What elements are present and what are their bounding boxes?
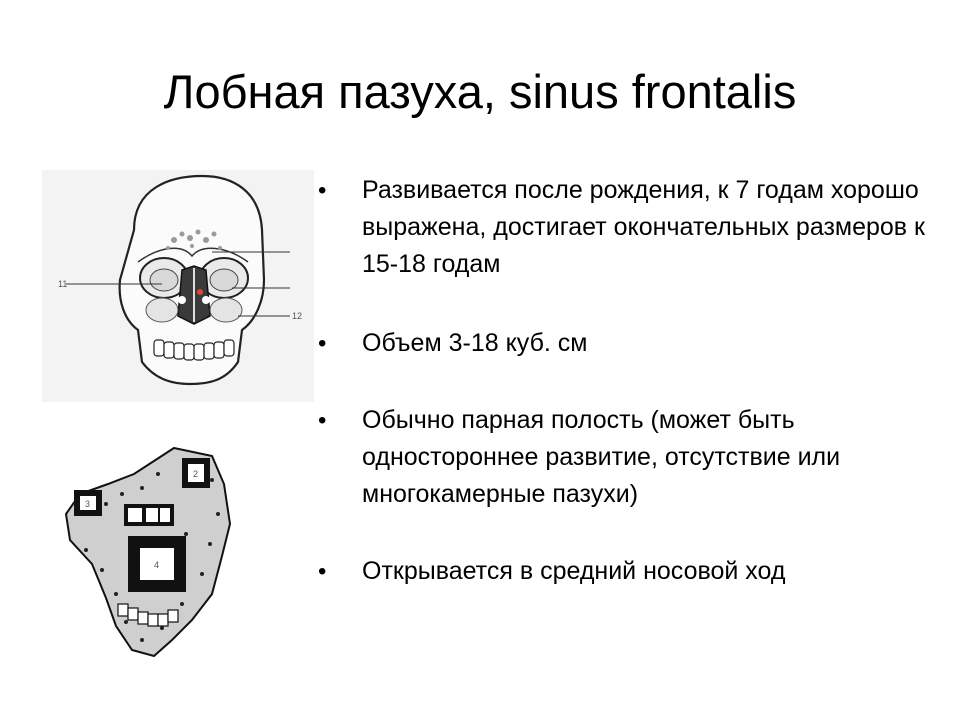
skull-frontal-illustration [42,170,314,402]
bullet-marker: • [318,330,327,357]
bullet-item [318,172,938,283]
label-marker-left: 11 [58,279,68,289]
bullet-text-opening: Открывается в средний носовой ход [362,557,786,585]
bullet-marker: • [318,177,327,204]
slide-title: Лобная пазуха, sinus frontalis [163,65,797,118]
bullet-item [318,402,938,513]
bullet-text-development: Развивается после рождения, к 7 годам хорошо выражена, достигает окончательных размеров к 15-18 годам [362,176,925,278]
bullet-item [318,325,938,362]
bullet-marker: • [318,407,327,434]
bullet-text-volume: Объем 3-18 куб. см [362,329,588,357]
label-marker-2: 3 [85,499,91,509]
sinus-lateral-illustration [62,444,246,662]
label-marker-1: 2 [193,469,199,479]
label-marker-right: 12 [292,311,303,321]
bullet-text-paired-cavity: Обычно парная полость (может быть одностороннее развитие, отсутствие или многокамерные пазухи) [362,406,841,508]
label-marker-4: 4 [154,560,160,570]
bullet-list [318,172,938,590]
bullet-marker: • [318,558,327,585]
bullet-item [318,553,938,590]
